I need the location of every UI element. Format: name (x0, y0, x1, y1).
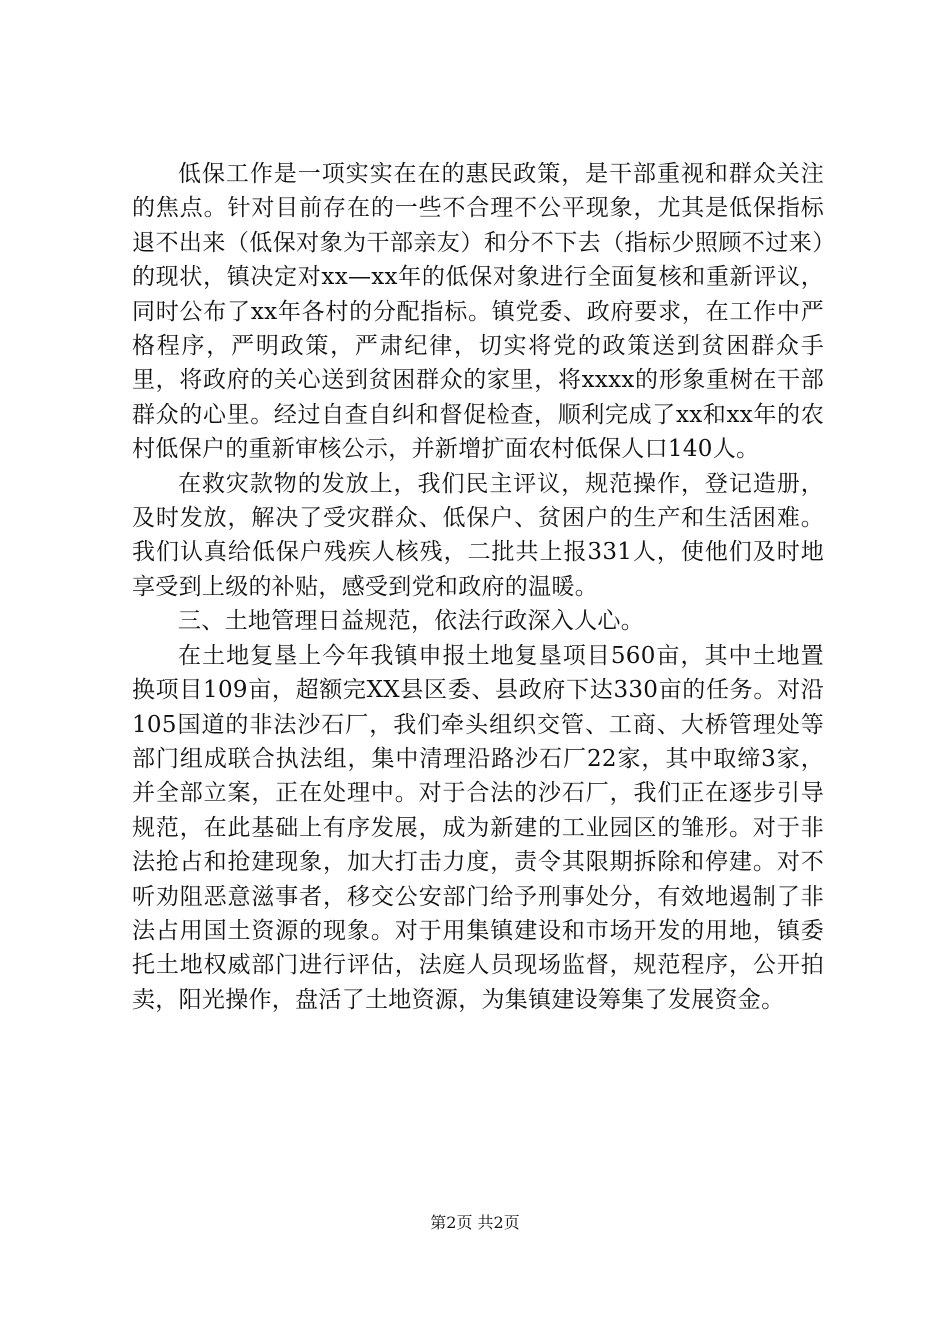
paragraph-disaster-relief: 在救灾款物的发放上，我们民主评议，规范操作，登记造册，及时发放，解决了受灾群众、低保户、贫困户的生产和生活困难。我们认真给低保户残疾人核残，二批共上报331人，使他们及时地享受到上级的补贴，感受到党和政府的温暖。 (132, 470, 824, 600)
document-body (132, 157, 824, 1017)
section-heading-land-management: 三、土地管理日益规范，依法行政深入人心。 (178, 608, 644, 635)
paragraph-subsistence-allowance: 低保工作是一项实实在在的惠民政策，是干部重视和群众关注的焦点。针对目前存在的一些不合理不公平现象，尤其是低保指标退不出来（低保对象为干部亲友）和分不下去（指标少照顾不过来）的现状，镇决定对xx—xx年的低保对象进行全面复核和重新评议，同时公布了xx年各村的分配指标。镇党委、政府要求，在工作中严格程序，严明政策，严肃纪律，切实将党的政策送到贫困群众手里，将政府的关心送到贫困群众的家里，将xxxx的形象重树在干部群众的心里。经过自查自纠和督促检查，顺利完成了xx和xx年的农村低保户的重新审核公示，并新增扩面农村低保人口140人。 (132, 161, 824, 463)
paragraph-land-reclamation: 在土地复垦上今年我镇申报土地复垦项目560亩，其中土地置换项目109亩，超额完XX县区委、县政府下达330亩的任务。对沿105国道的非法沙石厂，我们牵头组织交管、工商、大桥管理处等部门组成联合执法组，集中清理沿路沙石厂22家，其中取缔3家，并全部立案，正在处理中。对于合法的沙石厂，我们正在逐步引导规范，在此基础上有序发展，成为新建的工业园区的雏形。对于非法抢占和抢建现象，加大打击力度，责令其限期拆除和停建。对不听劝阻恶意滋事者，移交公安部门给予刑事处分，有效地遏制了非法占用国土资源的现象。对于用集镇建设和市场开发的用地，镇委托土地权威部门进行评估，法庭人员现场监督，规范程序，公开拍卖，阳光操作，盘活了土地资源，为集镇建设筹集了发展资金。 (132, 642, 824, 1013)
page-number-footer: 第2页 共2页 (430, 1213, 520, 1232)
